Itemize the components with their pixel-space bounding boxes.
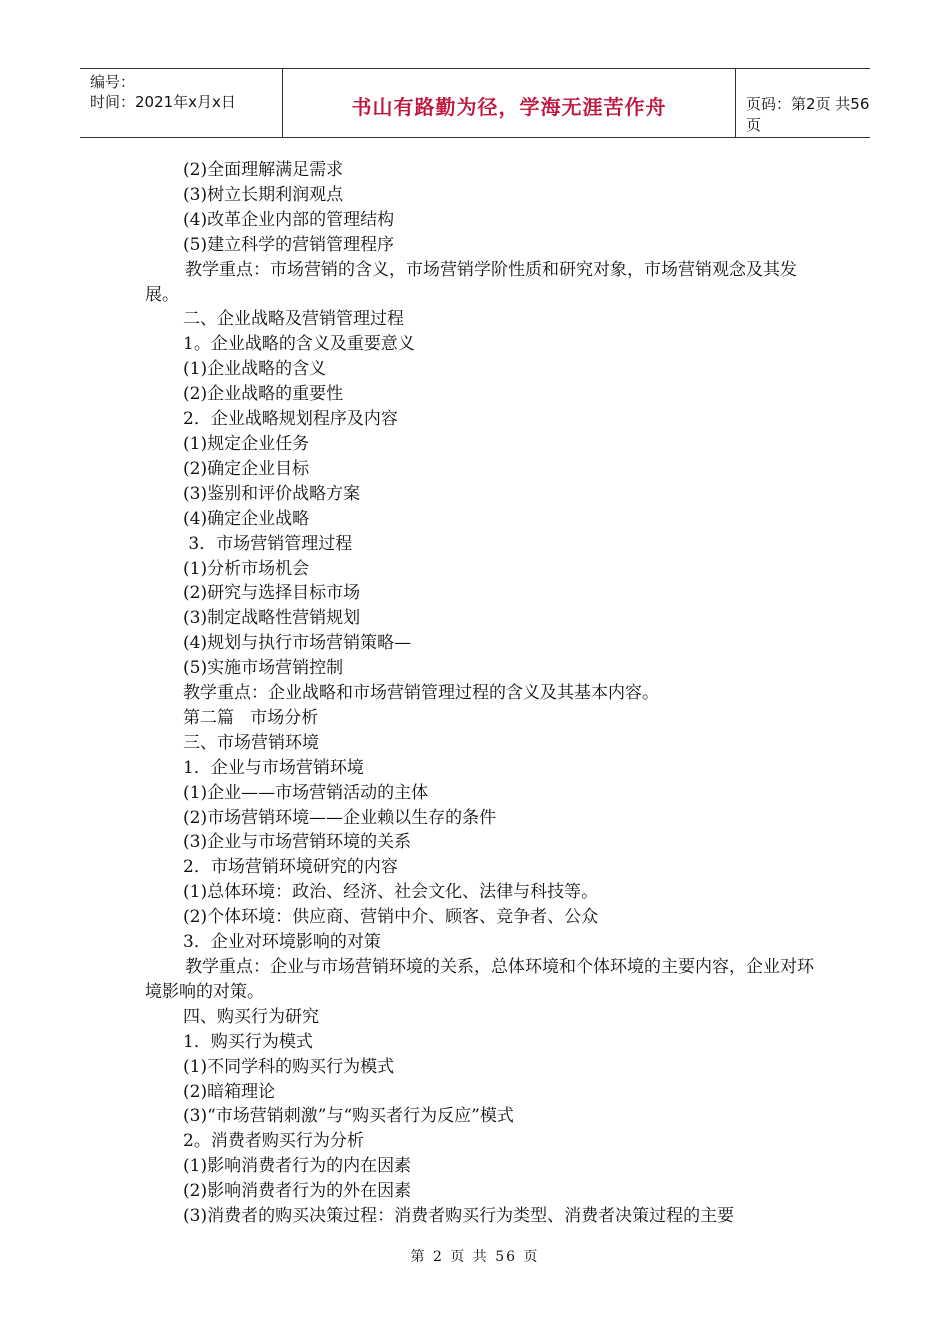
- list-item: (2)全面理解满足需求: [183, 160, 344, 180]
- list-item: (4)确定企业战略: [183, 508, 310, 529]
- list-item: (3)消费者的购买决策过程：消费者购买行为类型、消费者决策过程的主要: [183, 1206, 735, 1227]
- subheading: 3．企业对环境影响的对策: [183, 932, 381, 953]
- list-item: (2)确定企业目标: [183, 458, 310, 479]
- document-body: [145, 158, 825, 1229]
- header-motto-cell: [283, 69, 736, 137]
- list-item: (2)暗箱理论: [183, 1081, 276, 1102]
- page-header: [80, 68, 870, 138]
- list-item: (2)影响消费者行为的外在因素: [183, 1181, 412, 1202]
- subheading: 1．企业与市场营销环境: [183, 757, 364, 778]
- subheading: 2．企业战略规划程序及内容: [183, 409, 398, 430]
- list-item: (1)企业战略的含义: [183, 359, 327, 380]
- list-item: (1)影响消费者行为的内在因素: [183, 1156, 412, 1177]
- section-heading: 二、企业战略及营销管理过程: [183, 309, 404, 330]
- list-item: (3)鉴别和评价战略方案: [183, 483, 361, 504]
- list-item: (1)规定企业任务: [183, 433, 310, 454]
- list-item: (4)规划与执行市场营销策略—: [183, 633, 412, 654]
- list-item: (2)企业战略的重要性: [183, 384, 344, 405]
- list-item: (2)市场营销环境——企业赖以生存的条件: [183, 807, 497, 828]
- section-heading: 四、购买行为研究: [183, 1006, 319, 1027]
- header-meta-cell: [80, 69, 283, 137]
- motto: 书山有路勤为径，学海无涯苦作舟: [351, 95, 667, 119]
- date-label: 时间：2021年x月x日: [90, 93, 236, 111]
- page-info: 页码：第2页 共56页: [746, 95, 870, 134]
- list-item: (3)企业与市场营销环境的关系: [183, 832, 412, 853]
- teaching-focus-paragraph: 教学重点：市场营销的含义，市场营销学阶性质和研究对象，市场营销观念及其发展。: [145, 259, 797, 305]
- list-item: (1)企业——市场营销活动的主体: [183, 782, 429, 803]
- subheading: 3．市场营销管理过程: [183, 533, 353, 554]
- list-item: (1)总体环境：政治、经济、社会文化、法律与科技等。: [183, 882, 599, 903]
- list-item: (2)研究与选择目标市场: [183, 583, 361, 604]
- subheading: 1。企业战略的含义及重要意义: [183, 334, 415, 355]
- list-item: (5)实施市场营销控制: [183, 658, 344, 679]
- list-item: (4)改革企业内部的管理结构: [183, 209, 395, 230]
- header-page-cell: [736, 69, 870, 137]
- list-item: (5)建立科学的营销管理程序: [183, 234, 395, 255]
- list-item: (3)“市场营销刺激”与“购买者行为反应”模式: [183, 1106, 514, 1127]
- list-item: (1)分析市场机会: [183, 558, 310, 579]
- subheading: 2。消费者购买行为分析: [183, 1131, 364, 1152]
- list-item: (3)制定战略性营销规划: [183, 608, 361, 629]
- part-heading: 第二篇 市场分析: [183, 707, 319, 728]
- list-item: (2)个体环境：供应商、营销中介、顾客、竞争者、公众: [183, 907, 599, 928]
- teaching-focus-paragraph: 教学重点：企业与市场营销环境的关系，总体环境和个体环境的主要内容，企业对环境影响的对策。: [145, 957, 814, 1002]
- list-item: (3)树立长期利润观点: [183, 184, 344, 205]
- list-item: (1)不同学科的购买行为模式: [183, 1056, 395, 1077]
- subheading: 1．购买行为模式: [183, 1031, 313, 1052]
- page-footer: 第 2 页 共 56 页: [410, 1249, 540, 1265]
- subheading: 2．市场营销环境研究的内容: [183, 857, 398, 878]
- number-label: 编号：: [90, 73, 136, 91]
- section-heading: 三、市场营销环境: [183, 732, 319, 753]
- teaching-focus-line: 教学重点：企业战略和市场营销管理过程的含义及其基本内容。: [183, 683, 659, 704]
